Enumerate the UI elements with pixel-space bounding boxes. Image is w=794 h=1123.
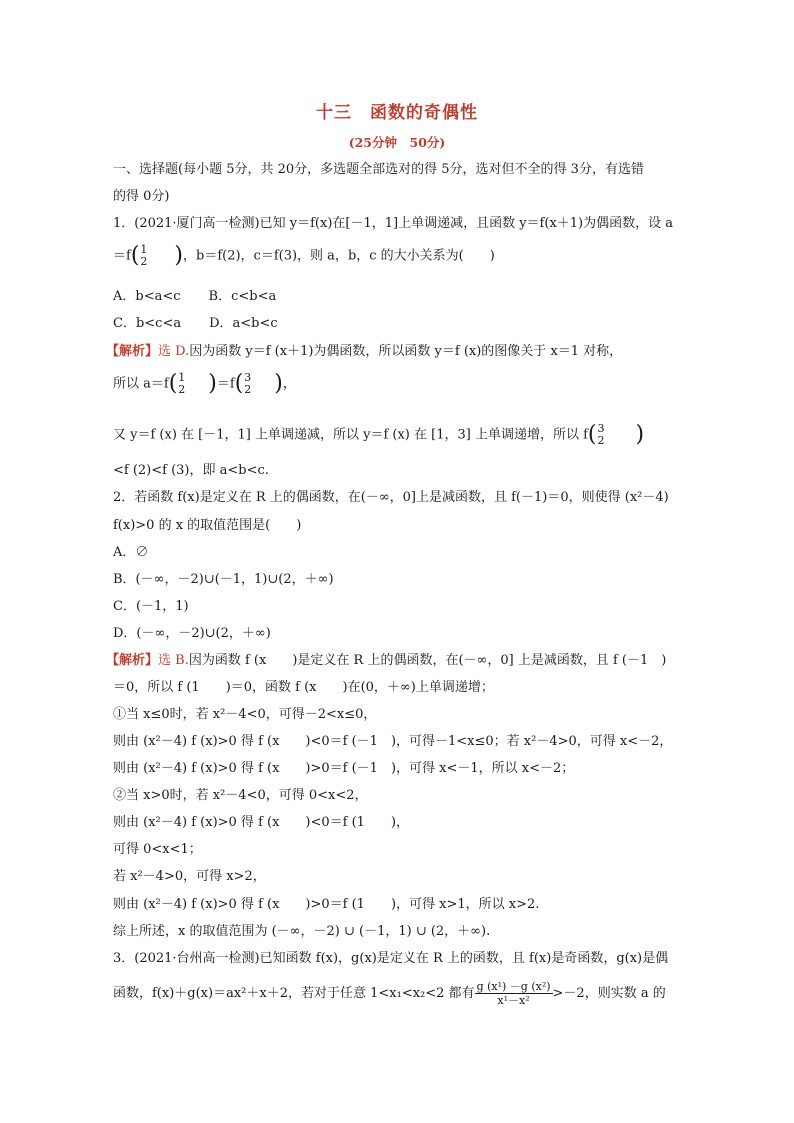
q1-stem: 1．(2021·厦门高一检测)已知 y＝f(x)在[－1，1]上单调递减，且函数 y＝f(x＋1)为偶函数，设 a [113,216,673,231]
fraction-one-half: 1 2 [178,371,186,396]
q2-option-d: D．(－∞，－2)∪(2，＋∞) [113,626,271,641]
q1-option-a: A．b<a<c [113,289,181,304]
left-paren: ( [130,243,140,268]
fraction-three-halves: 3 2 [244,371,252,396]
section-heading: 一、选择题(每小题 5分，共 20分，多选题全部选对的得 5分，选对但不全的得 3分，有选错 [113,162,644,177]
q1-option-c: C．b<c<a [113,316,182,331]
q1-analysis-line2: 所以 a＝f( 1 2 )＝f( 3 2 )， [113,371,296,396]
q2-analysis-line4: 则由 (x²－4) f (x)>0 得 f (x )<0＝f (－1 )，可得－1<x≤0；若 x²－4>0，可得 x<－2， [113,734,673,749]
q1-stem-cont [113,244,495,268]
q1-analysis-line4: <f (2)<f (3)，即 a<b<c. [113,463,269,478]
q2-analysis-line11: 综上所述，x 的取值范围为 (－∞，－2) ∪ (－1，1) ∪ (2，＋∞). [113,924,491,939]
q1-option-b: B．c<b<a [208,289,277,304]
q1-options-row1 [113,288,276,306]
q2-stem: 2．若函数 f(x)是定义在 R 上的偶函数，在(－∞，0]上是减函数，且 f(－1)＝0，则使得 (x²－4) [113,490,669,505]
section-heading-cont: 的得 0分) [113,189,170,204]
q2-analysis-line9: 若 x²－4>0，可得 x>2， [113,869,266,884]
q2-analysis-line8: 可得 0<x<1； [113,842,202,857]
right-paren: ) [174,243,183,268]
fraction-one-half: 1 2 [140,243,148,268]
time-score-subtitle: (25分钟 50分) [348,135,446,150]
q2-option-b: B．(－∞，－2)∪(－1，1)∪(2，＋∞) [113,572,334,587]
q2-analysis-line3: ①当 x≤0时，若 x²－4<0，可得－2<x≤0， [113,707,377,722]
q2-stem-cont: f(x)>0 的 x 的取值范围是( ) [113,518,302,533]
q2-analysis-line10: 则由 (x²－4) f (x)>0 得 f (x )>0＝f (1 )，可得 x>1，所以 x>2. [113,897,540,912]
q1-options-row2 [113,315,278,333]
q3-stem: 3．(2021·台州高一检测)已知函数 f(x)，g(x)是定义在 R 上的函数，且 f(x)是奇函数，g(x)是偶 [113,951,669,966]
q1-a-def: ＝f [113,248,131,264]
q1-stem-tail: ，b＝f(2)，c＝f(3)，则 a，b，c 的大小关系为( ) [183,248,495,264]
q1-option-d: D．a<b<c [209,316,278,331]
q2-analysis-line6: ②当 x>0时，若 x²－4<0，可得 0<x<2， [113,788,368,803]
fraction-three-halves: 3 2 [597,422,605,447]
q2-analysis-line2: ＝0，所以 f (1 )＝0，函数 f (x )在(0，＋∞)上单调递增； [113,680,494,695]
page-title: 十三 函数的奇偶性 [316,103,478,123]
q1-analysis-line1: 【解析】选 D.因为函数 y＝f (x＋1)为偶函数，所以函数 y＝f (x)的图像关于 x＝1 对称， [106,344,623,359]
q3-stem-cont: 函数，f(x)＋g(x)＝ax²＋x＋2，若对于任意 1<x₁<x₂<2 都有 $\frac{\text{g (x¹) －g (x²)}}{\text{x¹－x²}}$ >－2，则实数 a 的 [113,980,666,1007]
difference-quotient-fraction: $\frac{\text{g (x¹) －g (x²)}}{\text{x¹－x²}}$ [476,980,551,1007]
q2-analysis-line1: 【解析】选 B.因为函数 f (x )是定义在 R 上的偶函数，在(－∞，0] 上是减函数，且 f (－1 ) [106,653,667,668]
q2-analysis-line5: 则由 (x²－4) f (x)>0 得 f (x )>0＝f (－1 )，可得 x<－1，所以 x<－2； [113,761,575,776]
q1-analysis-line3: 又 y＝f (x) 在 [－1，1] 上单调递减，所以 y＝f (x) 在 [1，3] 上单调递增，所以 f( 3 2 ) [113,422,645,447]
q2-answer: 选 B. [158,653,189,668]
q2-option-c: C．(－1，1) [113,599,189,614]
analysis-tag: 【解析】 [106,653,159,668]
q1-answer: 选 D. [158,344,190,359]
q2-option-a: A．∅ [113,545,149,560]
q2-analysis-line7: 则由 (x²－4) f (x)>0 得 f (x )<0＝f (1 )， [113,815,410,830]
analysis-tag: 【解析】 [106,344,159,359]
